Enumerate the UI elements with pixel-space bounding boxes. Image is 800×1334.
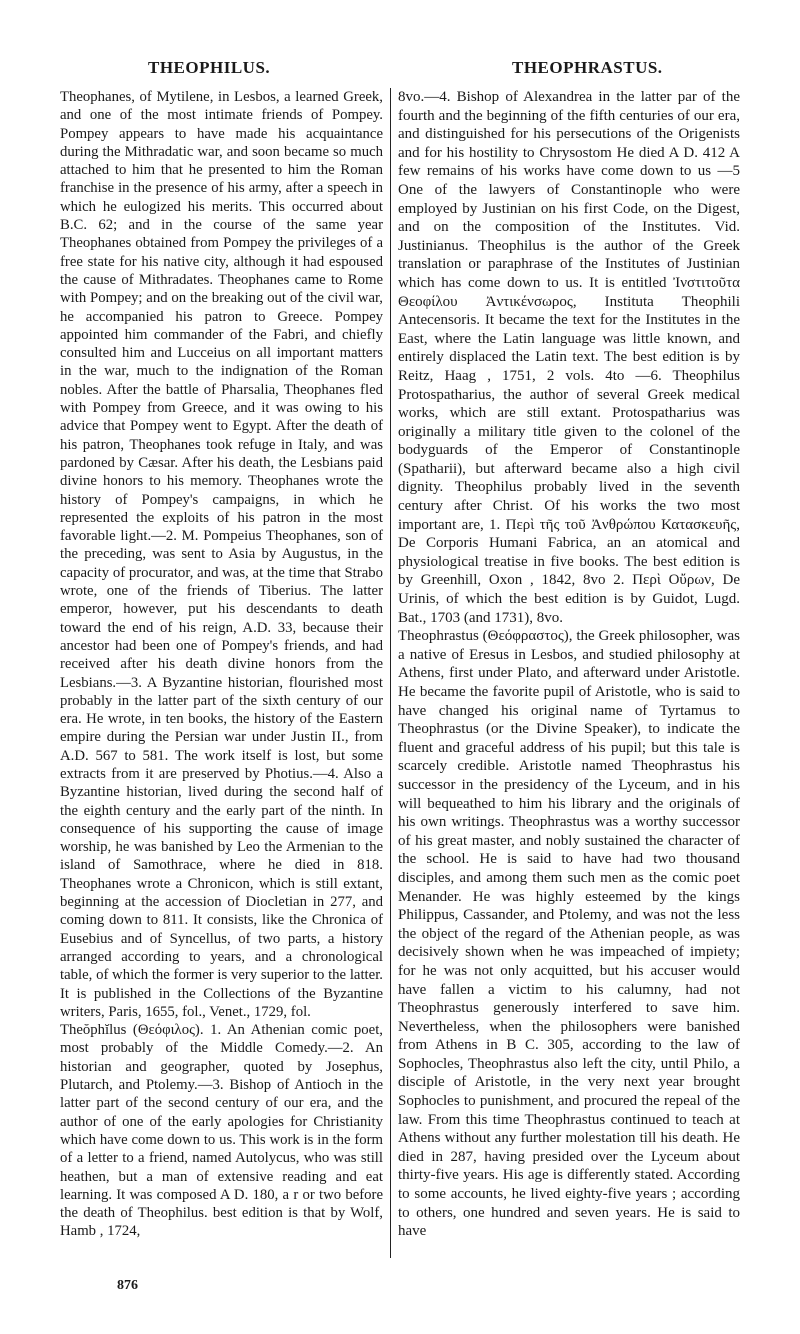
entry-theophilus-continued: 8vo.—4. Bishop of Alexandrea in the latter par of the fourth and the beginning of the fifth centuries of our era, and distinguished for his persecutions of the Origenists and for his hostility to Chrysostom He died A D. 412 A few remains of his works have come down to us —5 One of the lawyers of Constantinople who were employed by Justinian on his first Code, on the Digest, and on the composition of the Institutes. Vid. Justinianus. Theophilus is the author of the Greek translation or paraphrase of the Institutes of Justinian which has come down to us. It is entitled Ἰνστιτοῦτα Θεοφίλου Ἀντικένσωρος, Instituta Theophili Antecensoris. It became the text for the Institutes in the East, where the Latin language was little known, and entirely displaced the Latin text. The best edition is by Reitz, Haag , 1751, 2 vols. 4to —6. Theophilus Protospatharius, the author of several Greek medical works, which are still extant. Protospatharius was originally a military title given to the colonel of the bodyguards of the Emperor of Constantinople (Spatharii), but afterward became also a high civil dignity. Theophilus probably lived in the seventh century after Christ. Of his works the two most important are, 1. Περὶ τῆς τοῦ Ἀνθρώπου Κατασκευῆς, De Corporis Humani Fabrica, an an atomical and physiological treatise in five books. The best edition is by Greenhill, Oxon , 1842, 8vo 2. Περὶ Οὔρων, De Urinis, of which the best edition is by Guidot, Lugd. Bat., 1703 (and 1731), 8vo.: [398, 89, 740, 626]
entry-theophanes: Theophanes, of Mytilene, in Lesbos, a learned Greek, and one of the most intimate friends of Pompey. Pompey appears to have made his acquaintance during the Mithradatic war, and soon became so much attached to him that he presented to him the Roman franchise in the presence of his army, after a speech in which he eulogized his merits. This occurred about B.C. 62; and in the course of the same year Theophanes obtained from Pompey the privileges of a free state for his native city, although it had espoused the cause of Mithradates. Theophanes came to Rome with Pompey; and on the breaking out of the civil war, he accompanied his patron to Greece. Pompey appointed him commander of the Fabri, and chiefly consulted him and Lucceius on all important matters in the war, much to the indignation of the Roman nobles. After the battle of Pharsalia, Theophanes fled with Pompey from Greece, and it was owing to his advice that Pompey went to Egypt. After the death of his patron, Theophanes took refuge in Italy, and was pardoned by Cæsar. After his death, the Lesbians paid divine honors to his memory. Theophanes wrote the history of Pompey's campaigns, in which he represented the exploits of his patron in the most favorable light.—2. M. Pompeius Theophanes, son of the preceding, was sent to Asia by Augustus, in the capacity of procurator, and was, at the time that Strabo wrote, one of the friends of Tiberius. The latter emperor, however, put his descendants to death toward the end of his reign, A.D. 33, because their ancestor had been one of Pompey's friends, and had received after his death divine honors from the Lesbians.—3. A Byzantine historian, flourished most probably in the latter part of the sixth century of our era. He wrote, in ten books, the history of the Eastern empire during the Persian war under Justin II., from A.D. 567 to 581. The work itself is lost, but some extracts from it are preserved by Photius.—4. Also a Byzantine historian, lived during the second half of the eighth century and the early part of the ninth. In consequence of his supporting the cause of image worship, he was banished by Leo the Armenian to the island of Samothrace, where he died in 818. Theophanes wrote a Chronicon, which is still extant, beginning at the accession of Diocletian in 277, and coming down to 811. It consists, like the Chronica of Eusebius and of Syncellus, of two parts, a history arranged according to years, and a chronological table, of which the former is very superior to the latter. It is published in the Collections of the Byzantine writers, Paris, 1655, fol., Venet., 1729, fol.: [60, 89, 383, 1020]
entry-theophrastus: Theophrastus (Θεόφραστος), the Greek philosopher, was a native of Eresus in Lesbos, and studied philosophy at Athens, first under Plato, and afterward under Aristotle. He became the favorite pupil of Aristotle, who is said to have changed his original name of Tyrtamus to Theophrastus (or the Divine Speaker), to indicate the fluent and graceful address of his pupil; but this tale is scarcely credible. Aristotle named Theophrastus his successor in the presidency of the Lyceum, and in his will bequeathed to him his library and the originals of his own writings. Theophrastus was a worthy successor of his great master, and nobly sustained the character of the school. He is said to have had two thousand disciples, and among them such men as the comic poet Menander. He was highly esteemed by the kings Philippus, Cassander, and Ptolemy, and was not the less the object of the regard of the Athenian people, as was decisively shown when he was impeached of impiety; for he was not only acquitted, but his accuser would have fallen a victim to his calumny, had not Theophrastus generously interfered to save him. Nevertheless, when the philosophers were banished from Athens in B C. 305, according to the law of Sophocles, Theophrastus also left the city, until Philo, a disciple of Aristotle, in the very next year brought Sophocles to punishment, and procured the repeal of the law. From this time Theophrastus continued to teach at Athens without any further molestation till his death. He died in 287, having presided over the Lyceum about thirty-five years. His age is differently stated. According to some accounts, he lived eighty-five years ; according to others, one hundred and seven years. He is said to have: [398, 628, 740, 1240]
column-divider: [390, 88, 391, 1258]
left-column: [60, 88, 383, 1241]
running-head-right: THEOPHRASTUS.: [512, 58, 663, 77]
page-number: 876: [117, 1278, 138, 1293]
right-column: [398, 88, 740, 1241]
page-header: [0, 58, 800, 82]
entry-theophilus: Theŏphĭlus (Θεόφιλος). 1. An Athenian comic poet, most probably of the Middle Comedy.—2. An historian and geographer, quoted by Josephus, Plutarch, and Ptolemy.—3. Bishop of Antioch in the latter part of the second century of our era, and the author of one of the early apologies for Christianity which have come down to us. This work is in the form of a letter to a friend, named Autolycus, who was still heathen, but a man of extensive reading and eat learning. It was composed A D. 180, a r or two before the death of Theophilus. best edition is that by Wolf, Hamb , 1724,: [60, 1022, 383, 1240]
running-head-left: THEOPHILUS.: [148, 58, 271, 77]
